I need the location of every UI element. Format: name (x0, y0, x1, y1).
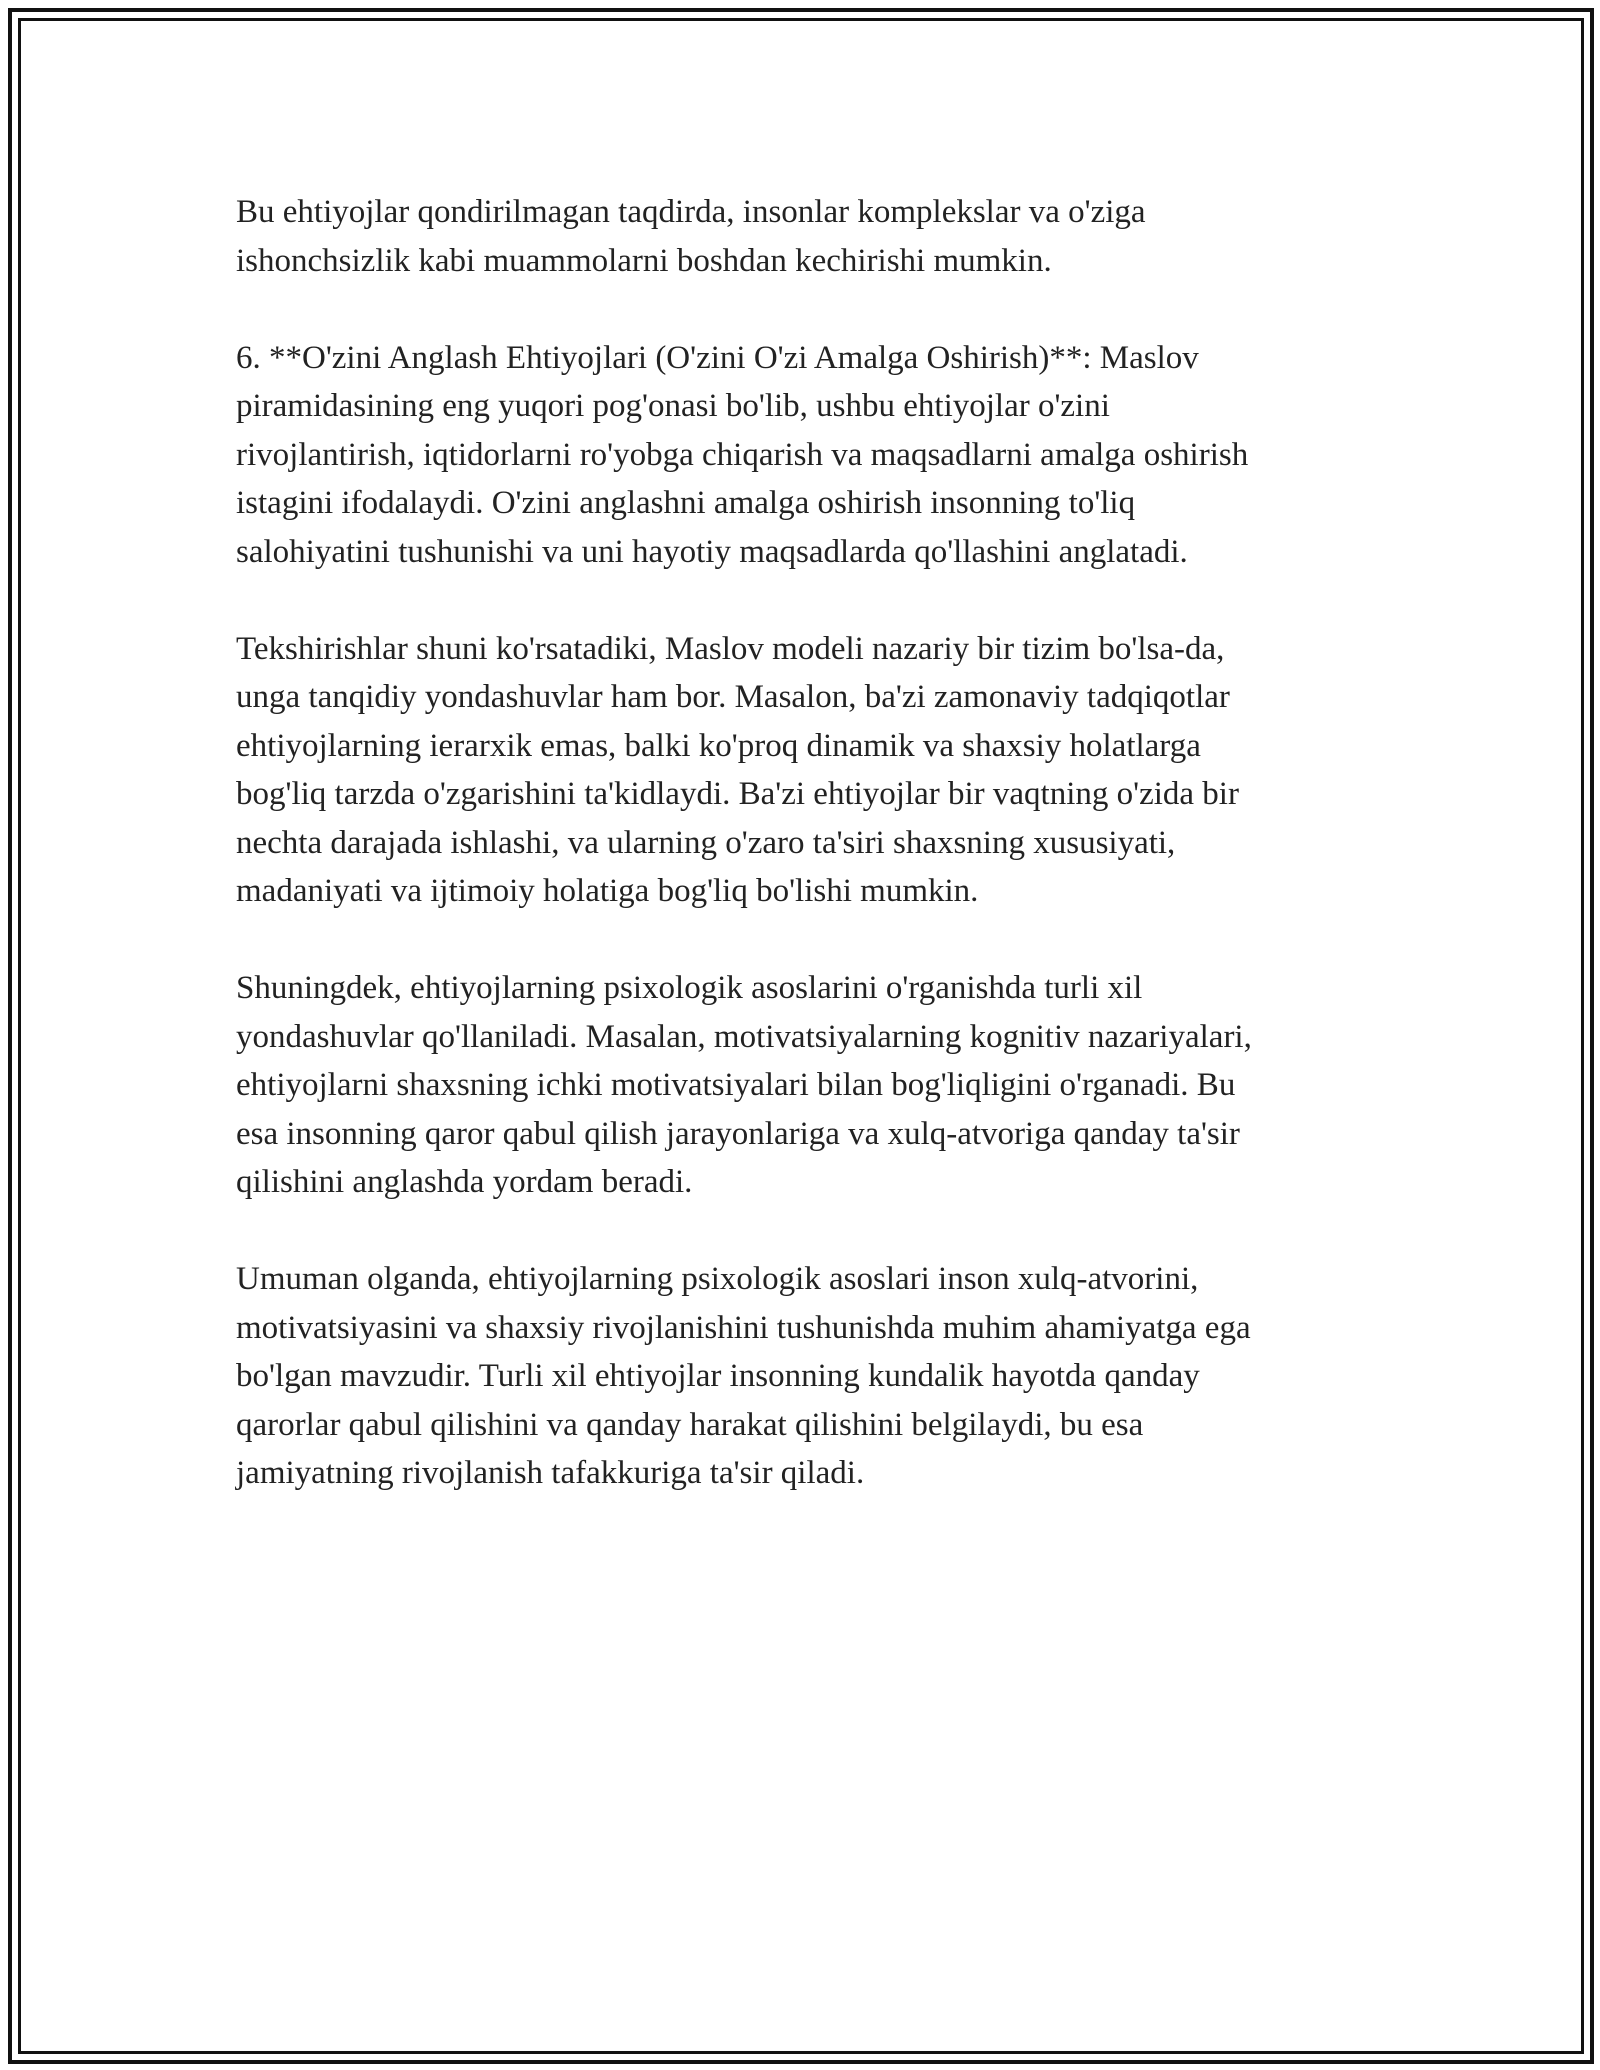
paragraph-criticism: Tekshirishlar shuni ko'rsatadiki, Maslov modeli nazariy bir tizim bo'lsa-da, unga tanqidiy yondashuvlar ham bor. Masalon, ba'zi zamonaviy tadqiqotlar ehtiyojlarning ierarxik emas, balki ko'proq dinamik va shaxsiy holatlarga bog'liq tarzda o'zgarishini ta'kidlaydi. Ba'zi ehtiyojlar bir vaqtning o'zida bir nechta darajada ishlashi, va ularning o'zaro ta'siri shaxsning xususiyati, madaniyati va ijtimoiy holatiga bog'liq bo'lishi mumkin. (236, 630, 1239, 909)
paragraph-self-actualization: 6. **O'zini Anglash Ehtiyojlari (O'zini O'zi Amalga Oshirish)**: Maslov piramidasining eng yuqori pog'onasi bo'lib, ushbu ehtiyojlar o'zini rivojlantirish, iqtidorlarni ro'yobga chiqarish va maqsadlarni amalga oshirish istagini ifodalaydi. O'zini anglashni amalga oshirish insonning to'liq salohiyatini tushunishi va uni hayotiy maqsadlarda qo'llashini anglatadi. (236, 339, 1249, 570)
paragraph-unmet-needs: Bu ehtiyojlar qondirilmagan taqdirda, insonlar komplekslar va o'ziga ishonchsizlik kabi muammolarni boshdan kechirishi mumkin. (236, 194, 1146, 279)
paragraph-approaches: Shuningdek, ehtiyojlarning psixologik asoslarini o'rganishda turli xil yondashuvlar qo'llaniladi. Masalan, motivatsiyalarning kognitiv nazariyalari, ehtiyojlarni shaxsning ichki motivatsiyalari bilan bog'liqligini o'rganadi. Bu esa insonning qaror qabul qilish jarayonlariga va xulq-atvoriga qanday ta'sir qilishini anglashda yordam beradi. (236, 970, 1252, 1200)
paragraph-conclusion: Umuman olganda, ehtiyojlarning psixologik asoslari inson xulq-atvorini, motivatsiyasini va shaxsiy rivojlanishini tushunishda muhim ahamiyatga ega bo'lgan mavzudir. Turli xil ehtiyojlar insonning kundalik hayotda qanday qarorlar qabul qilishini va qanday harakat qilishini belgilaydi, bu esa jamiyatning rivojlanish tafakkuriga ta'sir qiladi. (236, 1261, 1251, 1491)
document-body (236, 188, 1386, 1546)
